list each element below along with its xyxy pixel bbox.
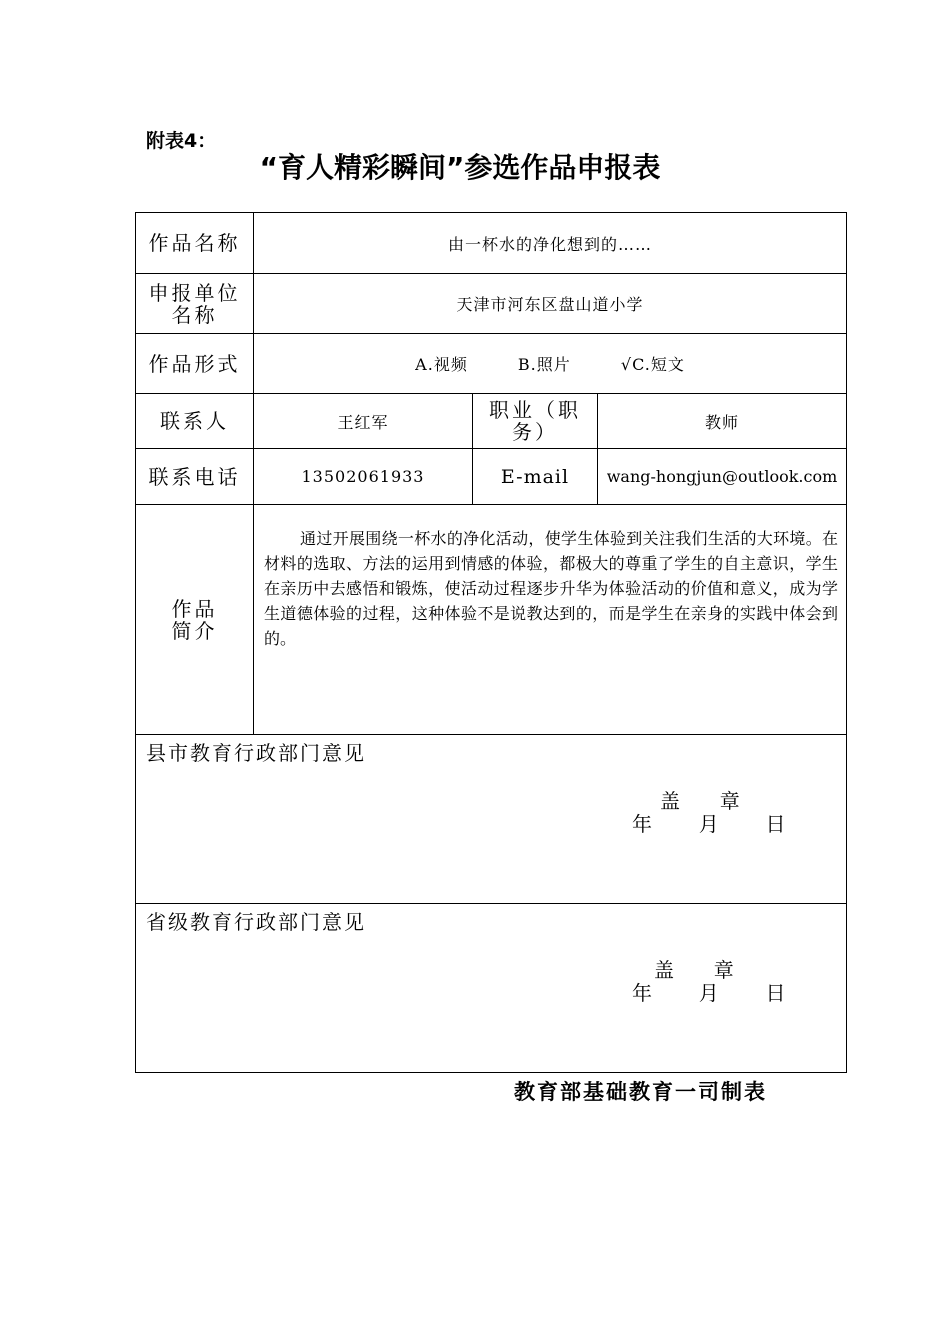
province-seal-char1: 盖 bbox=[654, 958, 677, 982]
province-date-year: 年 bbox=[632, 981, 652, 1005]
phone-label: 联系电话 bbox=[136, 449, 254, 505]
occupation-label-line1: 职业（职 bbox=[489, 398, 581, 422]
county-seal-char2: 章 bbox=[719, 789, 743, 813]
occupation-label-line2: 务） bbox=[512, 420, 558, 444]
work-type-options bbox=[254, 334, 847, 394]
unit-row bbox=[136, 274, 847, 334]
work-type-row bbox=[136, 334, 847, 394]
email-label: E-mail bbox=[473, 449, 598, 505]
work-type-option-essay: √C.短文 bbox=[620, 355, 685, 374]
province-opinion-title: 省级教育行政部门意见 bbox=[146, 910, 366, 934]
intro-label-line2: 简介 bbox=[171, 618, 218, 643]
county-date bbox=[632, 808, 785, 837]
province-opinion-row bbox=[136, 904, 847, 1073]
work-type-option-photo: B.照片 bbox=[517, 355, 571, 374]
county-opinion-title: 县市教育行政部门意见 bbox=[146, 741, 366, 765]
application-form-table bbox=[135, 212, 847, 1073]
attachment-label: 附表4： bbox=[146, 130, 217, 152]
work-name-row bbox=[136, 213, 847, 274]
county-seal-char1: 盖 bbox=[660, 789, 683, 813]
intro-label-line1: 作品 bbox=[171, 596, 218, 621]
footer-issuer: 教育部基础教育一司制表 bbox=[514, 1079, 767, 1104]
province-date-month: 月 bbox=[698, 981, 719, 1005]
contact-label: 联系人 bbox=[136, 394, 254, 449]
intro-row bbox=[136, 505, 847, 735]
county-date-day: 日 bbox=[765, 812, 786, 836]
occupation-value: 教师 bbox=[598, 394, 847, 449]
contact-value: 王红军 bbox=[254, 394, 473, 449]
unit-label bbox=[136, 274, 254, 334]
province-opinion-cell bbox=[136, 904, 847, 1073]
intro-text: 通过开展围绕一杯水的净化活动，使学生体验到关注我们生活的大环境。在材料的选取、方法的运用到情感的体验，都极大的尊重了学生的自主意识，学生在亲历中去感悟和锻炼，使活动过程逐步升华为体验活动的价值和意义，成为学生道德体验的过程，这种体验不是说教达到的，而是学生在亲身的实践中体会到的。 bbox=[264, 529, 839, 648]
county-opinion-row bbox=[136, 735, 847, 904]
contact-row bbox=[136, 394, 847, 449]
province-date bbox=[632, 977, 785, 1006]
phone-row bbox=[136, 449, 847, 505]
province-seal-char2: 章 bbox=[713, 958, 737, 982]
work-type-option-video: A.视频 bbox=[415, 355, 468, 374]
unit-value: 天津市河东区盘山道小学 bbox=[254, 274, 847, 334]
county-date-year: 年 bbox=[632, 812, 652, 836]
unit-label-line2: 名称 bbox=[171, 302, 218, 327]
county-opinion-cell bbox=[136, 735, 847, 904]
unit-label-line1: 申报单位 bbox=[148, 280, 241, 305]
work-name-value: 由一杯水的净化想到的…… bbox=[254, 213, 847, 274]
email-value: wang-hongjun@outlook.com bbox=[598, 449, 847, 505]
intro-label bbox=[136, 505, 254, 735]
province-date-day: 日 bbox=[765, 981, 786, 1005]
county-date-month: 月 bbox=[698, 812, 719, 836]
page-title: “育人精彩瞬间”参选作品申报表 bbox=[259, 151, 661, 184]
phone-value: 13502061933 bbox=[254, 449, 473, 505]
intro-cell bbox=[254, 505, 847, 735]
work-type-label: 作品形式 bbox=[136, 334, 254, 394]
work-name-label: 作品名称 bbox=[136, 213, 254, 274]
occupation-label bbox=[473, 394, 598, 449]
